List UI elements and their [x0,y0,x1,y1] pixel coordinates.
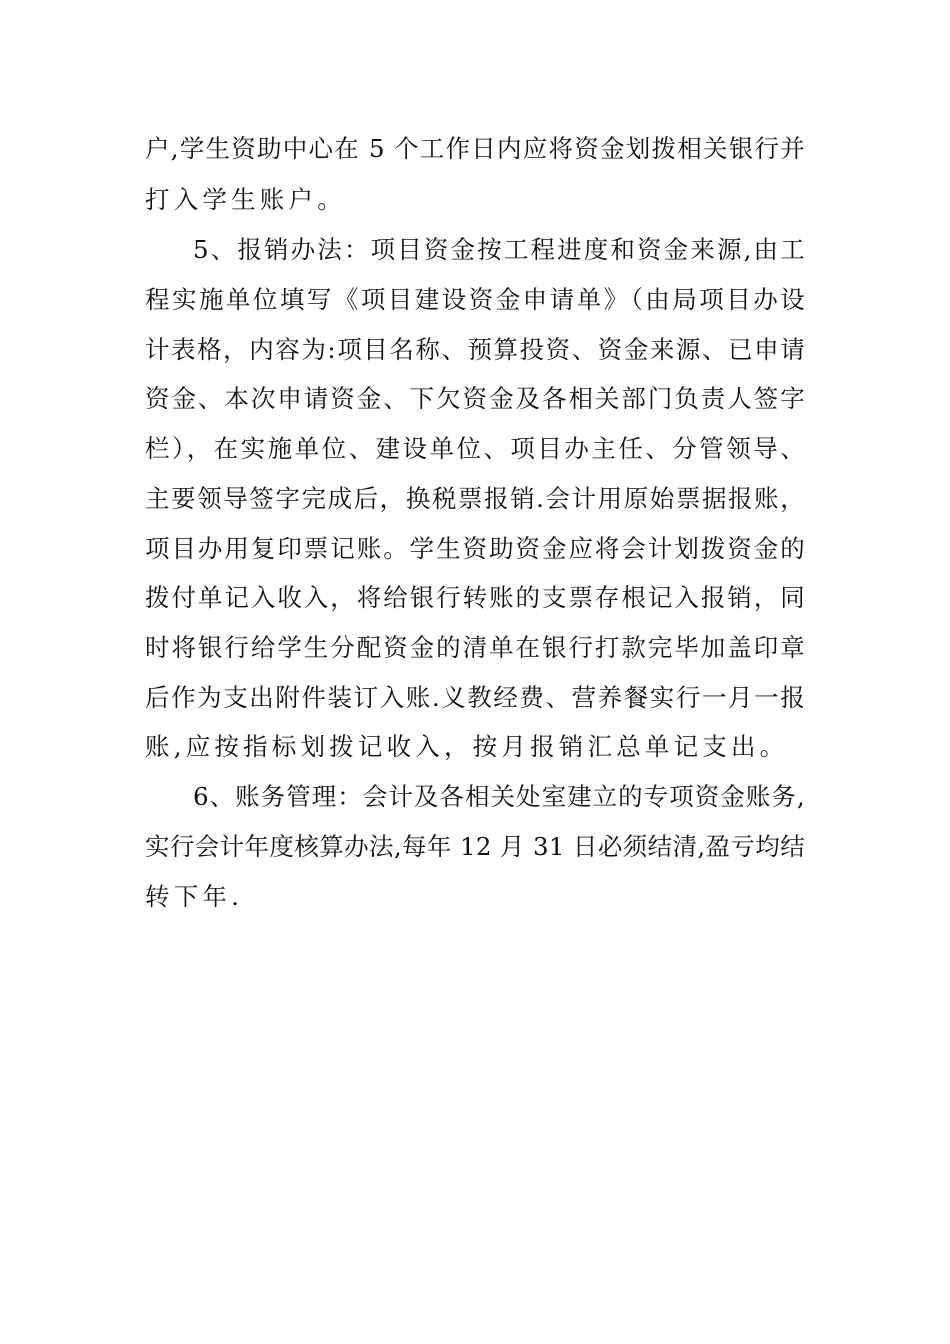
paragraph-5-start: 5、报销办法：项目资金按工程进度和资金来源,由工 [193,235,805,264]
paragraph-6-start: 6、账务管理：会计及各相关处室建立的专项资金账务, [193,782,805,811]
text-line-7: 栏），在实施单位、建设单位、项目办主任、分管领导、 [145,434,805,463]
text-line-8: 主要领导签字完成后，换税票报销.会计用原始票据报账， [145,484,805,513]
text-line-2: 打入学生账户。 [145,185,346,214]
text-line-10: 拨付单记入收入，将给银行转账的支票存根记入报销，同 [145,583,805,612]
text-line-13: 账,应按指标划拨记收入，按月报销汇总单记支出。 [145,732,789,761]
text-line-12: 后作为支出附件装订入账.义教经费、营养餐实行一月一报 [145,683,805,712]
text-line-9: 项目办用复印票记账。学生资助资金应将会计划拨资金的 [145,534,805,563]
text-line-1: 户,学生资助中心在 5 个工作日内应将资金划拨相关银行并 [145,134,805,163]
text-line-16: 转下年. [145,882,244,911]
text-line-6: 资金、本次申请资金、下欠资金及各相关部门负责人签字 [145,384,805,413]
text-line-11: 时将银行给学生分配资金的清单在银行打款完毕加盖印章 [145,633,805,662]
text-line-5: 计表格，内容为:项目名称、预算投资、资金来源、已申请 [145,335,805,364]
text-line-15: 实行会计年度核算办法,每年 12 月 31 日必须结清,盈亏均结 [145,832,805,861]
text-line-4: 程实施单位填写《项目建设资金申请单》（由局项目办设 [145,285,805,314]
